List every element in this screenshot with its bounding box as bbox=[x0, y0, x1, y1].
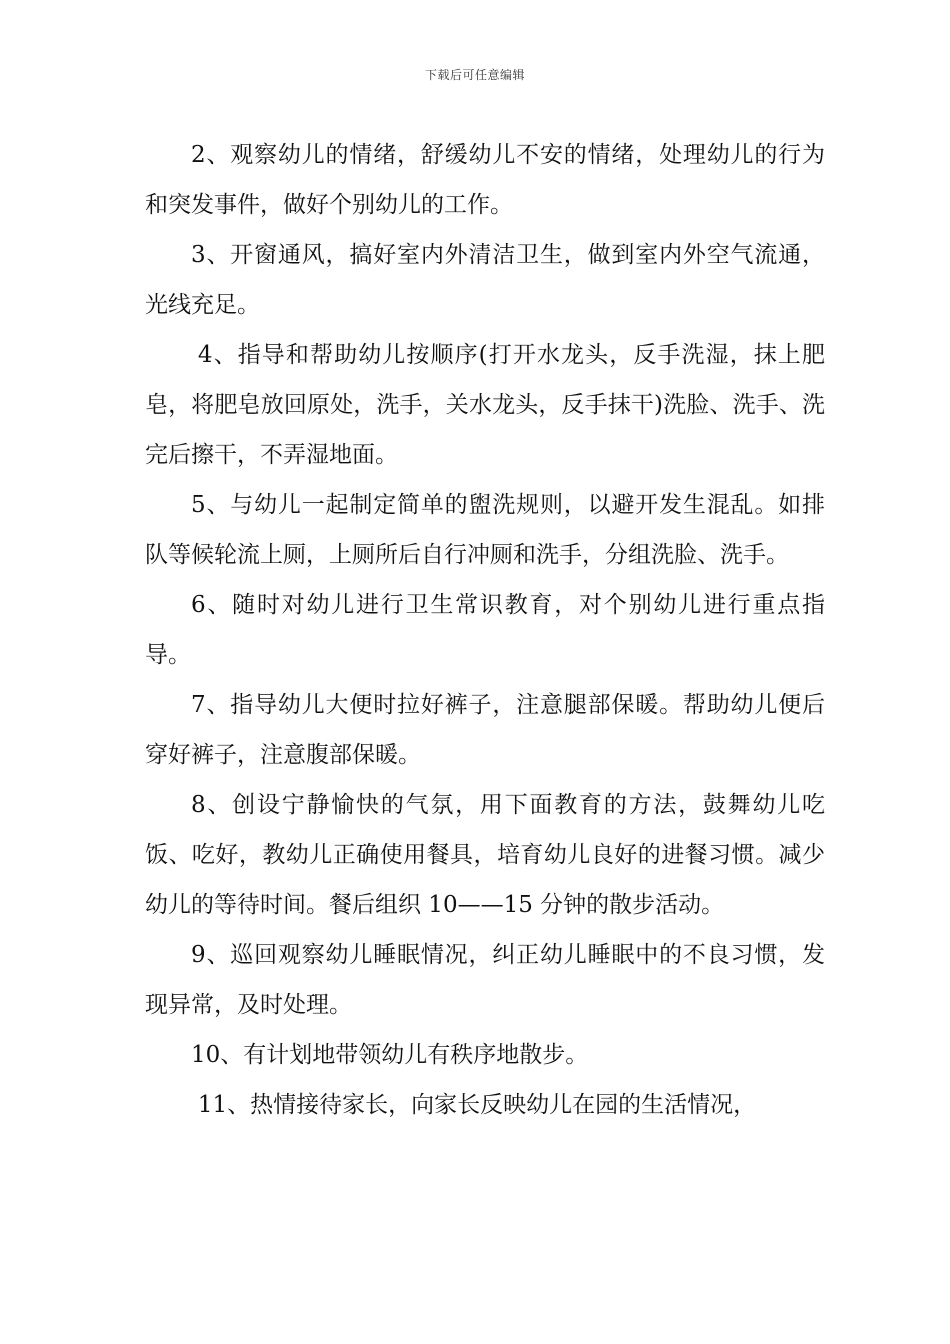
paragraph-item-10: 10、有计划地带领幼儿有秩序地散步。 bbox=[191, 1042, 589, 1068]
paragraph-item-3: 3、开窗通风，搞好室内外清洁卫生，做到室内外空气流通，光线充足。 bbox=[145, 242, 825, 318]
paragraph-item-11: 11、热情接待家长，向家长反映幼儿在园的生活情况， bbox=[197, 1092, 757, 1118]
paragraph-item-8: 8、创设宁静愉快的气氛，用下面教育的方法，鼓舞幼儿吃饭、吃好，教幼儿正确使用餐具，培育幼儿良好的进餐习惯。减少幼儿的等待时间。餐后组织 10——15 分钟的散步活动。 bbox=[145, 792, 825, 918]
paragraph-item-4: 4、指导和帮助幼儿按顺序(打开水龙头，反手洗湿，抹上肥皂，将肥皂放回原处，洗手，关水龙头，反手抹干)洗脸、洗手、洗完后擦干，不弄湿地面。 bbox=[145, 342, 825, 468]
document-body bbox=[145, 130, 825, 1130]
page-header: 下载后可任意编辑 bbox=[424, 68, 525, 82]
paragraph-item-6: 6、随时对幼儿进行卫生常识教育，对个别幼儿进行重点指导。 bbox=[145, 592, 825, 668]
paragraph-item-7: 7、指导幼儿大便时拉好裤子，注意腿部保暖。帮助幼儿便后穿好裤子，注意腹部保暖。 bbox=[145, 692, 825, 768]
paragraph-item-2: 2、观察幼儿的情绪，舒缓幼儿不安的情绪，处理幼儿的行为和突发事件，做好个别幼儿的工作。 bbox=[145, 142, 825, 218]
paragraph-item-5: 5、与幼儿一起制定简单的盥洗规则，以避开发生混乱。如排队等候轮流上厕，上厕所后自行冲厕和洗手，分组洗脸、洗手。 bbox=[145, 492, 825, 568]
paragraph-item-9: 9、巡回观察幼儿睡眠情况，纠正幼儿睡眠中的不良习惯，发现异常，及时处理。 bbox=[145, 942, 825, 1018]
